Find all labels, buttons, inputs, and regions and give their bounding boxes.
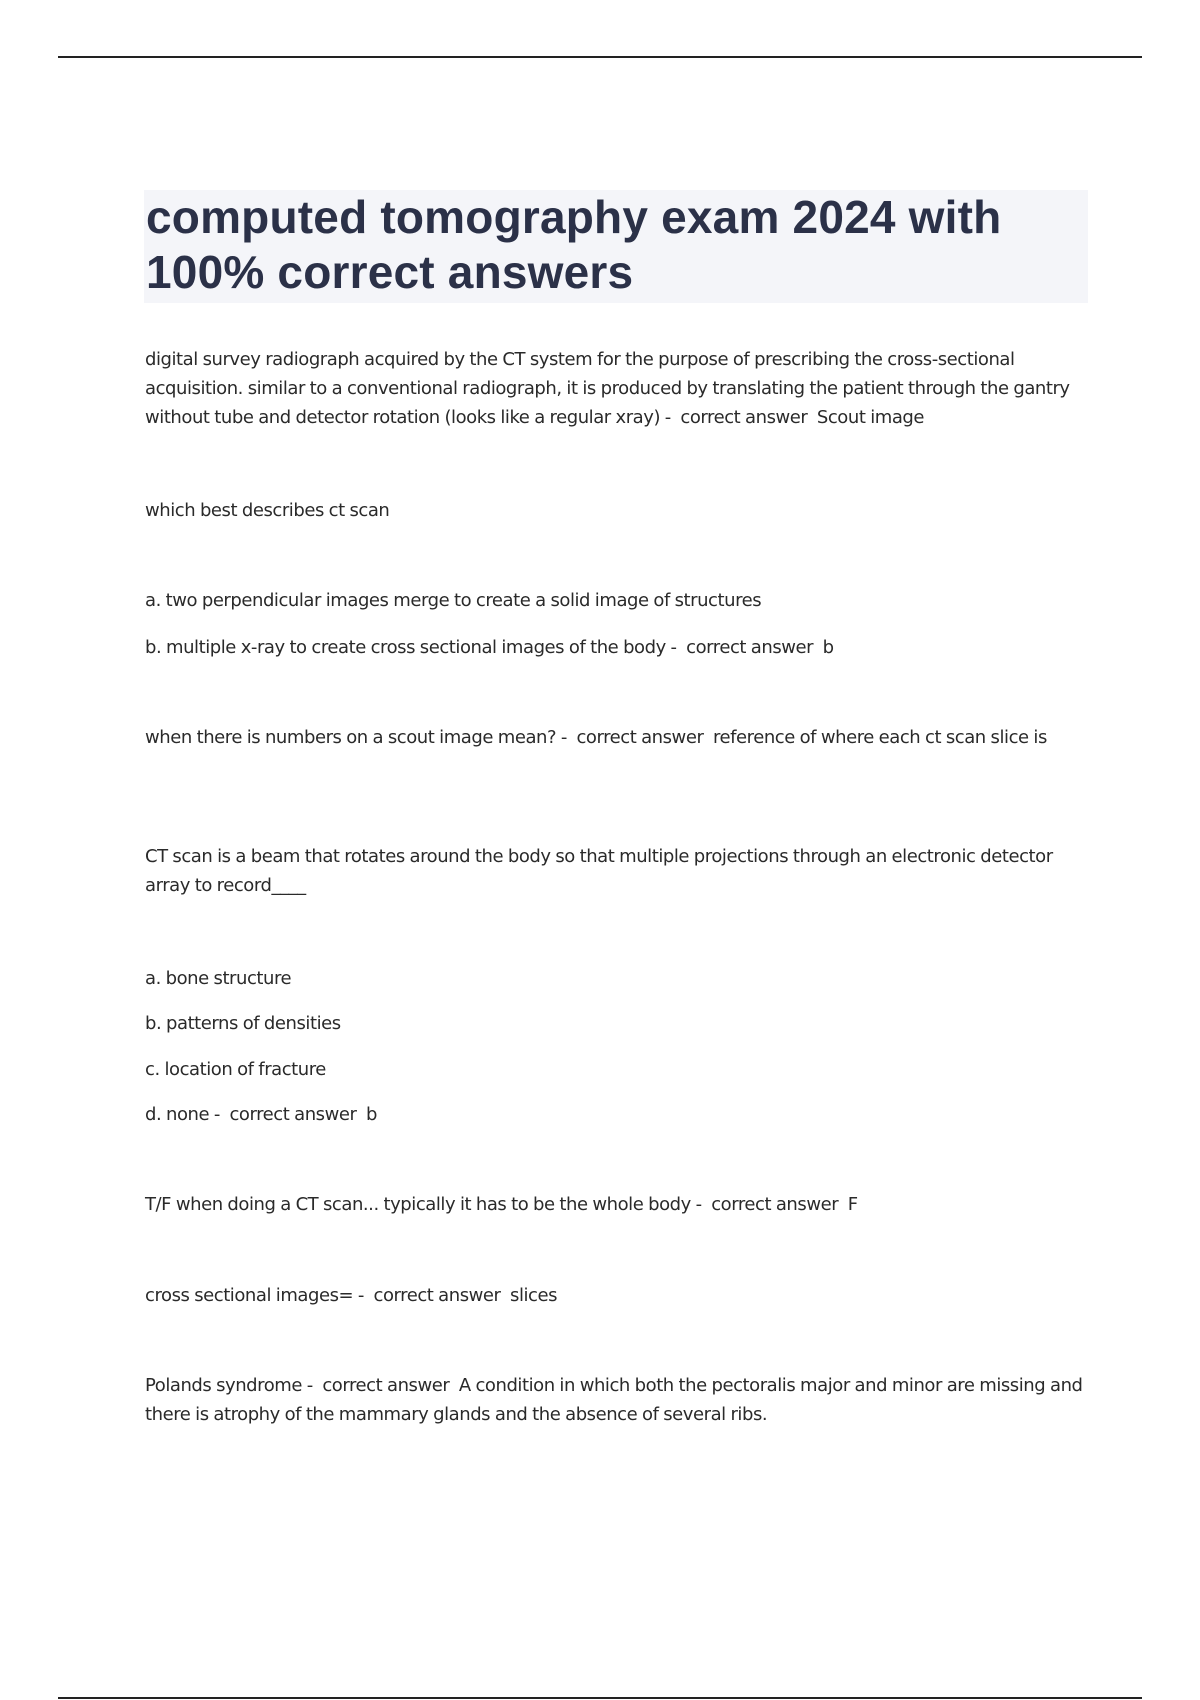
title-banner bbox=[144, 190, 1088, 303]
question-beam-rotates: CT scan is a beam that rotates around the body so that multiple projections through an electronic detector array to record____ bbox=[145, 846, 1058, 896]
title-line-1: computed tomography exam 2024 with bbox=[146, 191, 1002, 243]
footer-rule bbox=[58, 1697, 1142, 1699]
paragraph-polands-syndrome: Polands syndrome - correct answer A condition in which both the pectoralis major and minor are missing and there is atrophy of the mammary glands and the absence of several ribs. bbox=[145, 1375, 1088, 1425]
option-a-bone: a. bone structure bbox=[145, 968, 292, 989]
paragraph-true-false: T/F when doing a CT scan... typically it has to be the whole body - correct answer F bbox=[145, 1194, 858, 1215]
option-d-none: d. none - correct answer b bbox=[145, 1104, 377, 1125]
option-b-densities: b. patterns of densities bbox=[145, 1013, 341, 1034]
paragraph-slices: cross sectional images= - correct answer slices bbox=[145, 1285, 558, 1306]
document-title bbox=[144, 190, 1088, 300]
question-ct-scan: which best describes ct scan bbox=[145, 500, 390, 521]
title-line-2: 100% correct answers bbox=[146, 246, 634, 298]
paragraph-scout-image: digital survey radiograph acquired by the CT system for the purpose of prescribing the cross-sectional acquisition. similar to a conventional radiograph, it is produced by translating the patient through the gantry without tube and detector rotation (looks like a regular xray) - correct answer Scout image bbox=[145, 349, 1075, 428]
option-c-fracture: c. location of fracture bbox=[145, 1059, 326, 1080]
option-a-perpendicular: a. two perpendicular images merge to create a solid image of structures bbox=[145, 590, 762, 611]
option-b-multiple-xray: b. multiple x-ray to create cross sectional images of the body - correct answer b bbox=[145, 637, 834, 658]
paragraph-scout-numbers: when there is numbers on a scout image mean? - correct answer reference of where each ct scan slice is bbox=[145, 727, 1047, 748]
header-rule bbox=[58, 56, 1142, 58]
